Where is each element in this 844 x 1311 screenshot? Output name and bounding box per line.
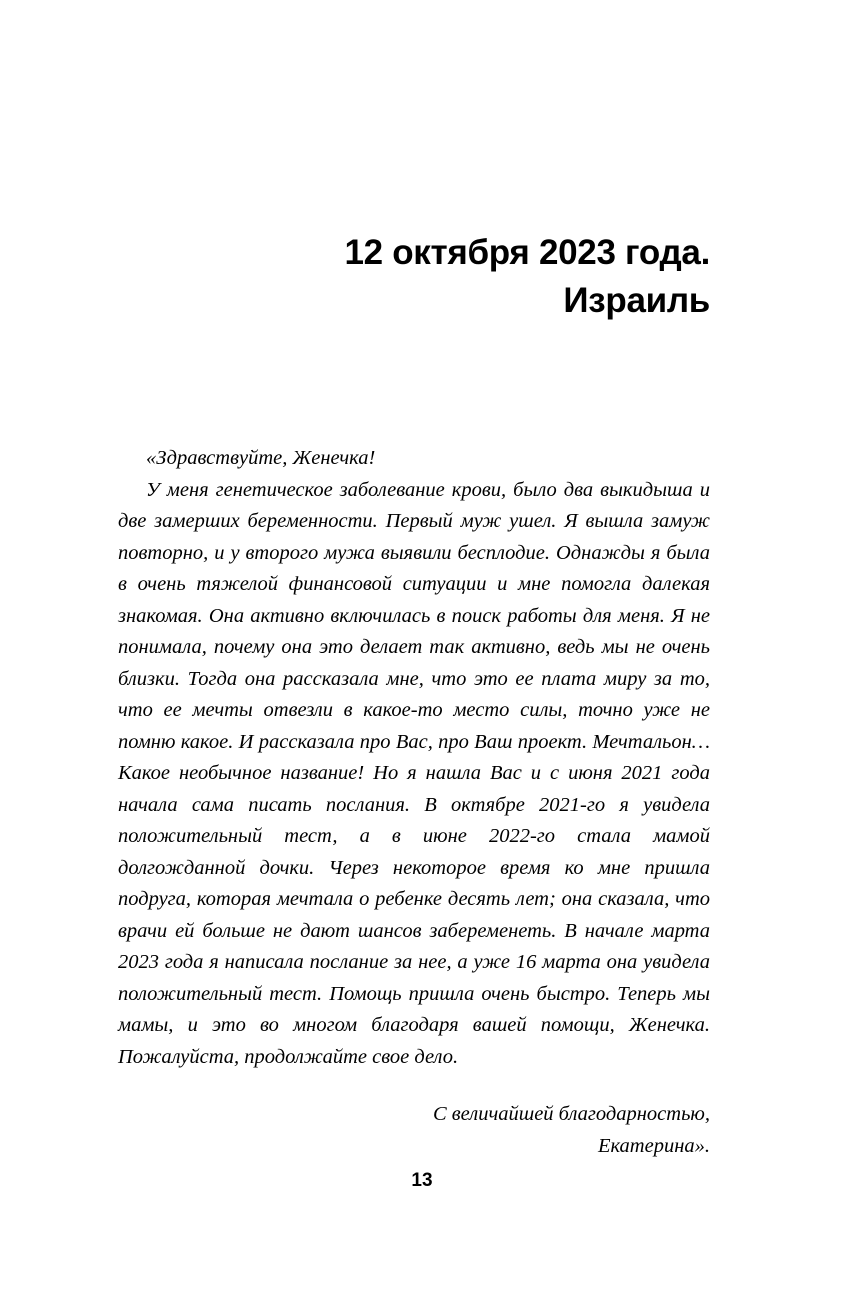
chapter-title-line-1: 12 октября 2023 года.: [344, 233, 710, 273]
chapter-title-line-2: Израиль: [563, 280, 710, 320]
signature-line-1: С величайшей благодарностью,: [432, 1103, 710, 1125]
letter-greeting: «Здравствуйте, Женечка!: [146, 447, 376, 469]
chapter-title: [118, 229, 710, 324]
letter-paragraph: У меня генетическое заболевание крови, было два выкидыша и две замерших беременности. Первый муж ушел. Я вышла замуж повторно, и у второго мужа выявили бесплодие. Однажды я была в очень тяжелой финансовой ситуации и мне помогла далекая знакомая. Она активно включилась в поиск работы для меня. Я не понимала, почему она это делает так активно, ведь мы не очень близки. Тогда она рассказала мне, что это ее плата миру за то, что ее мечты отвезли в какое-то место силы, точно уже не помню какое. И рассказала про Вас, про Ваш проект. Мечтальон… Какое необычное название! Но я нашла Вас и с июня 2021 года начала сама писать послания. В октябре 2021-го я увидела положительный тест, а в июне 2022-го стала мамой долгожданной дочки. Через некоторое время ко мне пришла подруга, которая мечтала о ребенке десять лет; она сказала, что врачи ей больше не дают шансов забеременеть. В начале марта 2023 года я написала послание за нее, а уже 16 марта она увидела положительный тест. Помощь пришла очень быстро. Теперь мы мамы, и это во многом благодаря вашей помощи, Женечка. Пожалуйста, продолжайте свое дело.: [118, 478, 710, 1068]
letter-body: [118, 443, 710, 1162]
signature-line-2: Екатерина».: [597, 1134, 710, 1157]
letter-signature: [118, 1073, 710, 1162]
page-number: 13: [411, 1170, 433, 1191]
